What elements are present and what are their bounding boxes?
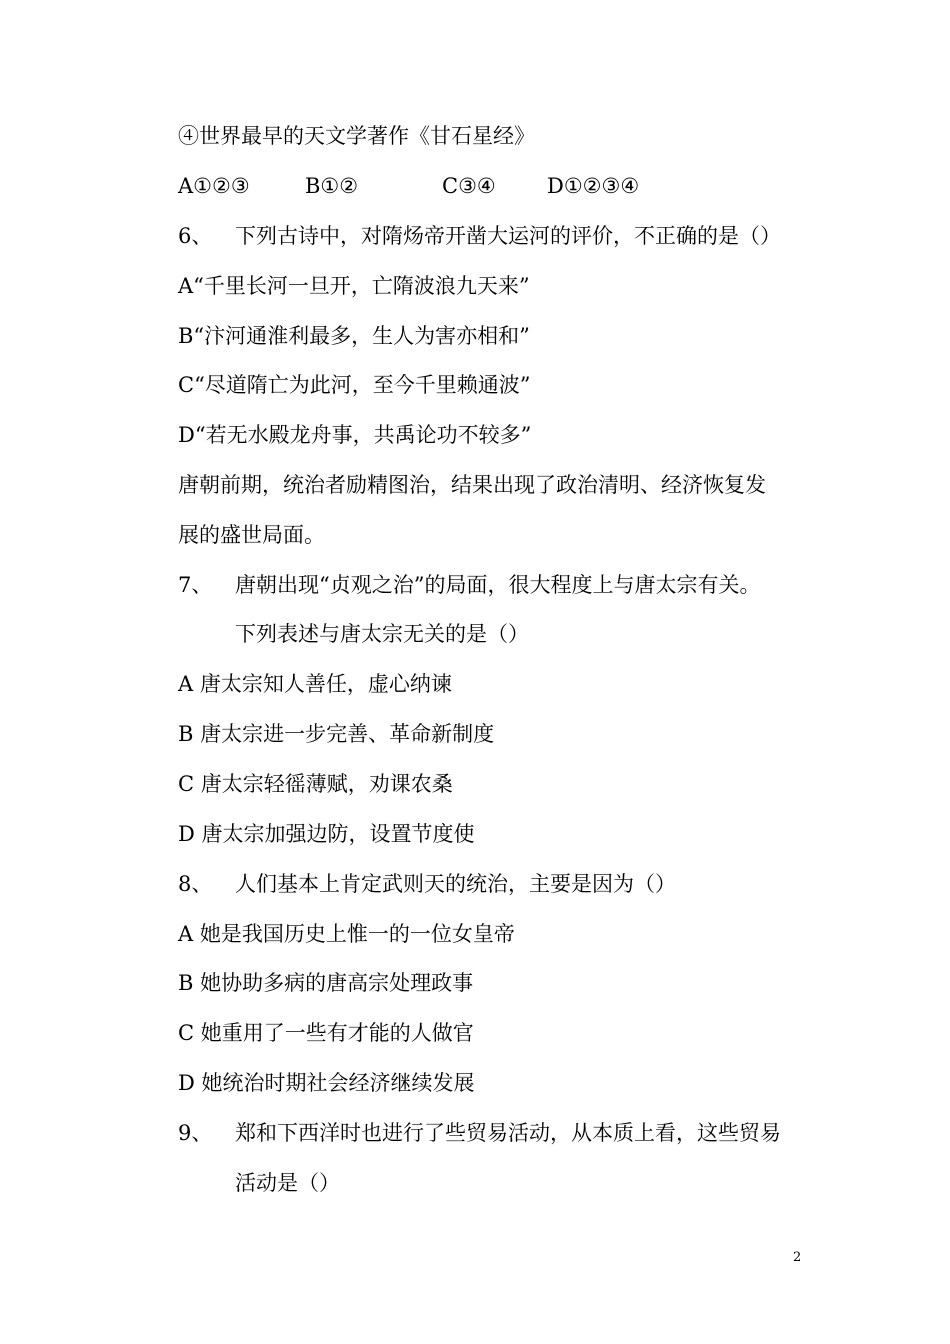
q5-option-c: C③④ [442, 174, 496, 198]
question-text: 下列古诗中，对隋炀帝开凿大运河的评价，不正确的是（） [235, 224, 781, 248]
item-4-text: ④世界最早的天文学著作《甘石星经》 [178, 124, 535, 148]
question-number: 6、 [178, 224, 213, 248]
question-9 [178, 1119, 781, 1147]
q7-option-c: C 唐太宗轻徭薄赋，劝课农桑 [178, 772, 453, 796]
question-number: 8、 [178, 872, 213, 896]
q8-option-d: D 她统治时期社会经济继续发展 [178, 1071, 475, 1095]
q5-option-b: B①② [305, 174, 359, 198]
question-text: 人们基本上肯定武则天的统治，主要是因为（） [235, 872, 676, 896]
q8-option-b: B 她协助多病的唐高宗处理政事 [178, 971, 474, 995]
q6-option-d: D“若无水殿龙舟事，共禹论功不较多” [178, 423, 532, 447]
q8-option-a: A 她是我国历史上惟一的一位女皇帝 [178, 922, 515, 946]
question-9-continued: 活动是（） [235, 1171, 340, 1195]
q7-option-a: A 唐太宗知人善任，虚心纳谏 [178, 672, 452, 696]
page-number: 2 [793, 1250, 802, 1265]
question-text: 郑和下西洋时也进行了些贸易活动，从本质上看，这些贸易 [235, 1121, 781, 1145]
question-6 [178, 222, 781, 250]
q6-option-b: B“汴河通淮利最多，生人为害亦相和” [178, 324, 530, 348]
q6-option-c: C“尽道隋亡为此河，至今千里赖通波” [178, 373, 531, 397]
q5-option-d: D①②③④ [547, 174, 640, 198]
q6-option-a: A“千里长河一旦开，亡隋波浪九天来” [178, 274, 530, 298]
question-8 [178, 870, 676, 898]
q5-options [178, 172, 639, 200]
question-7 [178, 571, 760, 599]
q7-option-d: D 唐太宗加强边防，设置节度使 [178, 822, 475, 846]
q5-option-a: A①②③ [178, 174, 250, 198]
q8-option-c: C 她重用了一些有才能的人做官 [178, 1021, 474, 1045]
question-number: 9、 [178, 1121, 213, 1145]
q7-option-b: B 唐太宗进一步完善、革命新制度 [178, 722, 495, 746]
paragraph-line-2: 展的盛世局面。 [178, 523, 325, 547]
question-text: 唐朝出现“贞观之治”的局面，很大程度上与唐太宗有关。 [235, 573, 761, 597]
paragraph-line-1: 唐朝前期，统治者励精图治，结果出现了政治清明、经济恢复发 [178, 473, 766, 497]
question-7-continued: 下列表述与唐太宗无关的是（） [235, 622, 529, 646]
question-number: 7、 [178, 573, 213, 597]
